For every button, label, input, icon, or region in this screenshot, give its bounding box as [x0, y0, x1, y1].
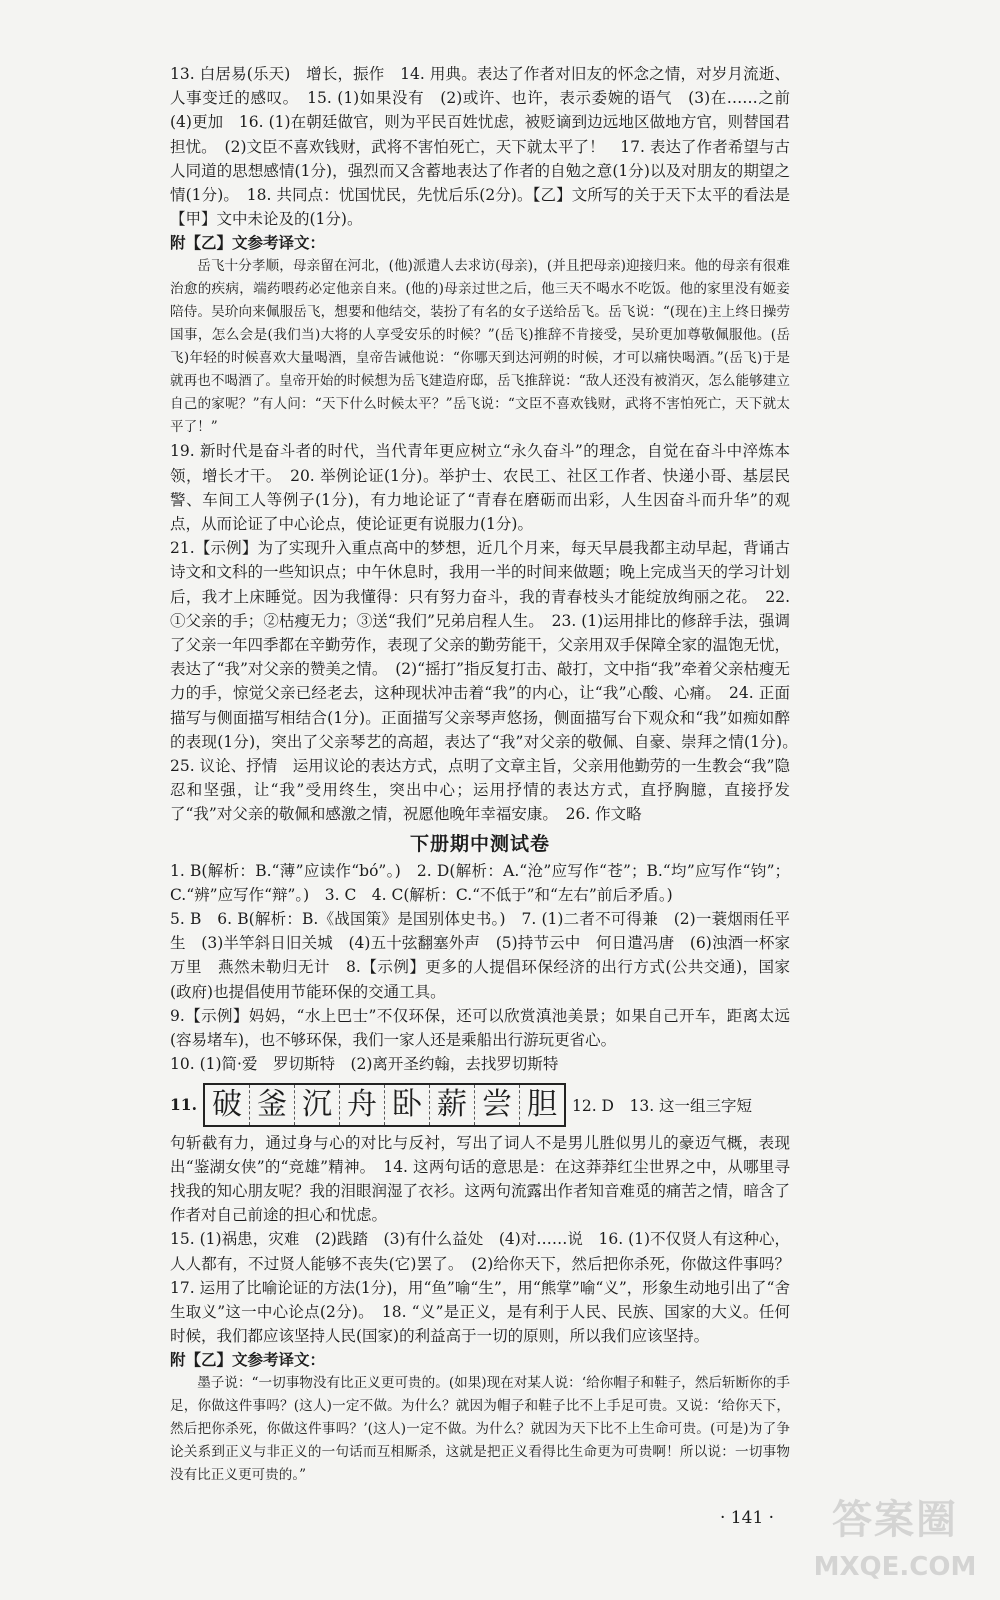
answers-13-18: 13. 白居易(乐天) 增长，振作 14. 用典。表达了作者对旧友的怀念之情，对岁月流逝、人事变迁的感叹。 15. (1)如果没有 (2)或许、也许，表示委婉的语气 (3)在……之前 (4)更加 16. (1)在朝廷做官，则为平民百姓忧虑，被贬谪到边远地区做地方官，则替国君担忧。 (2)文臣不喜欢钱财，武将不害怕死亡，天下就太平了！ 17. 表达了作者希望与古人同道的思想感情(1分)，强烈而又含蓄地表达了作者的自勉之意(1分)以及对朋友的期望之情(1分)。 18. 共同点：忧国忧民，先忧后乐(2分)。【乙】文所写的关于天下太平的看法是【甲】文中未论及的(1分)。	[170, 65, 806, 229]
watermark-logo-text: 答案圈	[832, 1496, 958, 1543]
question-number: 11.	[170, 1095, 197, 1114]
grid-char: 沉	[295, 1085, 340, 1125]
page-number: · 141 ·	[720, 1508, 775, 1528]
watermark-url: MXQE.COM	[813, 1552, 977, 1582]
translation-text: 岳飞十分孝顺，母亲留在河北，(他)派遣人去求访(母亲)，(并且把母亲)迎接归来。他的母亲有很难治愈的疾病，端药喂药必定他亲自来。(他的)母亲过世之后，他三天不喝水不吃饭。他的家里没有姬妾陪侍。吴玠向来佩服岳飞，想要和他结交，装扮了有名的女子送给岳飞。岳飞说：“(现在)主上终日操劳国事，怎么会是(我们当)大将的人享受安乐的时候？”(岳飞)推辞不肯接受，吴玠更加尊敬佩服他。(岳飞)年轻的时候喜欢大量喝酒，皇帝告诫他说：“你哪天到达河朔的时候，才可以痛快喝酒。”(岳飞)于是就再也不喝酒了。皇帝开始的时候想为岳飞建造府邸，岳飞推辞说：“敌人还没有被消灭，怎么能够建立自己的家呢？”有人问：“天下什么时候太平？”岳飞说：“文臣不喜欢钱财，武将不害怕死亡，天下就太平了！”	[170, 258, 790, 436]
translation-text-2: 墨子说：“一切事物没有比正义更可贵的。(如果)现在对某人说：‘给你帽子和鞋子，然后斩断你的手足，你做这件事吗？(这人)一定不做。为什么？就因为帽子和鞋子比不上手足可贵。又说：‘给你天下，然后把你杀死，你做这件事吗？’(这人)一定不做。为什么？就因为天下比不上生命可贵。(可是)为了争论关系到正义与非正义的一句话而互相厮杀，这就是把正义看得比生命更为可贵啊！所以说：一切事物没有比正义更可贵的。”	[170, 1375, 790, 1484]
grid-char: 胆	[526, 1086, 557, 1122]
grid-char: 舟	[340, 1085, 385, 1125]
grid-char: 釜	[250, 1085, 295, 1125]
answers-21-26: 21.【示例】为了实现升入重点高中的梦想，近几个月来，每天早晨我都主动早起，背诵古诗文和文科的一些知识点；中午休息时，我用一半的时间来做题；晚上完成当天的学习计划后，我才上床睡觉。因为我懂得：只有努力奋斗，我的青春枝头才能绽放绚丽之花。 22. ①父亲的手；②枯瘦无力；③送“我们”兄弟启程人生。 23. (1)运用排比的修辞手法，强调了父亲一年四季都在辛勤劳作，表现了父亲的勤劳能干，父亲用双手保障全家的温饱无忧，表达了“我”对父亲的赞美之情。 (2)“摇打”指反复打击、敲打，文中指“我”牵着父亲枯瘦无力的手，惊觉父亲已经老去，这种现状冲击着“我”的内心，让“我”心酸、心痛。 24. 正面描写与侧面描写相结合(1分)。正面描写父亲琴声悠扬，侧面描写台下观众和“我”如痴如醉的表现(1分)，突出了父亲琴艺的高超，表达了“我”对父亲的敬佩、自豪、崇拜之情(1分)。 25. 议论、抒情 运用议论的表达方式，点明了文章主旨，父亲用他勤劳的一生教会“我”隐忍和坚强，让“我”受用终生，突出中心；运用抒情的表达方式，直抒胸臆，直接抒发了“我”对父亲的敬佩和感激之情，祝愿他晚年幸福安康。 26. 作文略	[170, 539, 806, 824]
answers-19-20: 19. 新时代是奋斗者的时代，当代青年更应树立“永久奋斗”的理念，自觉在奋斗中淬炼本领，增长才干。 20. 举例论证(1分)。举护士、农民工、社区工作者、快递小哥、基层民警、车间工人等例子(1分)，有力地论证了“青春在磨砺而出彩，人生因奋斗而升华”的观点，从而论证了中心论点，使论证更有说服力(1分)。	[170, 442, 790, 534]
grid-char: 尝	[475, 1085, 520, 1125]
grid-char: 薪	[430, 1085, 475, 1125]
grid-char: 破	[205, 1085, 250, 1125]
answer-10: 10. (1)简·爱 罗切斯特 (2)离开圣约翰，去找罗切斯特	[170, 1055, 559, 1074]
translation-heading: 附【乙】文参考译文：	[170, 233, 326, 253]
answers-13-14: 句斩截有力，通过身与心的对比与反衬，写出了词人不是男儿胜似男儿的豪迈气概，表现出“鉴湖女侠”的“竞雄”精神。 14. 这两句话的意思是：在这莽莽红尘世界之中，从哪里寻找我的知心朋友呢？我的泪眼润湿了衣衫。这两句流露出作者知音难觅的痛苦之情，暗含了作者对自己前途的担心和忧虑。	[170, 1133, 791, 1225]
character-grid	[203, 1083, 566, 1127]
answers-5-8: 5. B 6. B(解析：B.《战国策》是国别体史书。) 7. (1)二者不可得兼 (2)一蓑烟雨任平生 (3)半竿斜日旧关城 (4)五十弦翻塞外声 (5)持节云中 何日遣冯唐 (6)浊酒一杯家万里 燕然未勒归无计 8.【示例】更多的人提倡环保经济的出行方式(公共交通)，国家(政府)也提倡使用节能环保的交通工具。	[170, 910, 790, 1001]
watermark-logo	[800, 1488, 990, 1588]
answers-12-13-start: 12. D 13. 这一组三字短	[571, 1096, 753, 1115]
answer-11-row	[170, 1083, 790, 1127]
grid-char: 卧	[385, 1085, 430, 1125]
section-title: 下册期中测试卷	[409, 832, 550, 855]
answers-1-4: 1. B(解析：B.“薄”应读作“bó”。) 2. D(解析：A.“沧”应写作“苍”；B.“均”应写作“钧”；C.“辨”应写作“辩”。) 3. C 4. C(解析：C.“不低于”和“左右”前后矛盾。)	[170, 861, 790, 904]
answer-page	[170, 62, 806, 1487]
answers-15-18: 15. (1)祸患，灾难 (2)践踏 (3)有什么益处 (4)对……说 16. (1)不仅贤人有这种心，人人都有，不过贤人能够不丧失(它)罢了。 (2)给你天下，然后把你杀死，你做这件事吗？ 17. 运用了比喻论证的方法(1分)，用“鱼”喻“生”，用“熊掌”喻“义”，形象生动地引出了“舍生取义”这一中心论点(2分)。 18. “义”是正义，是有利于人民、民族、国家的大义。任何时候，我们都应该坚持人民(国家)的利益高于一切的原则，所以我们应该坚持。	[170, 1230, 806, 1346]
translation-heading-2: 附【乙】文参考译文：	[170, 1350, 326, 1370]
answer-9: 9.【示例】妈妈，“水上巴士”不仅环保，还可以欣赏滇池美景；如果自己开车，距离太远(容易堵车)，也不够环保，我们一家人还是乘船出行游玩更省心。	[170, 1006, 790, 1050]
